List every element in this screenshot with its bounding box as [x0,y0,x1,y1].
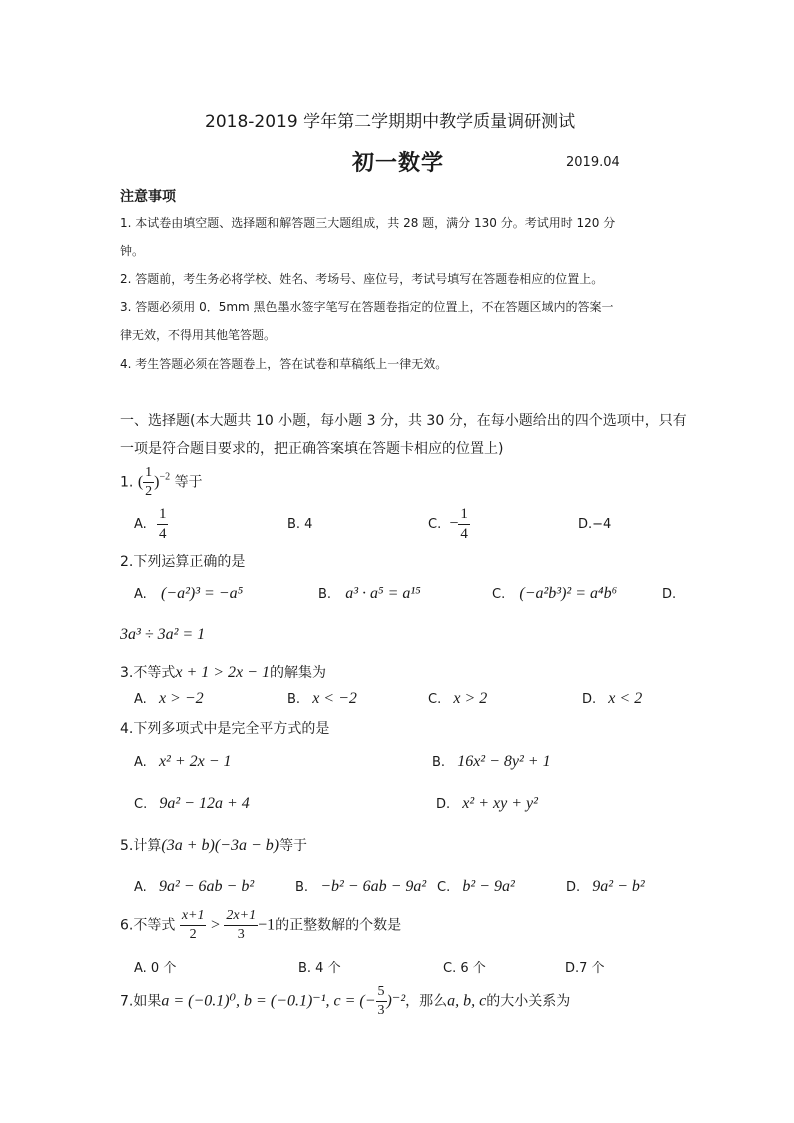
q1-c-minus: − [449,515,459,532]
q6-prefix: 6.不等式 [120,917,176,934]
q1-exponent: −2 [159,471,171,483]
q4-c-label: C. [134,797,148,812]
q5-option-b [295,878,426,896]
note-line-6: 4. 考生答题必须在答题卷上，答在试卷和草稿纸上一律无效。 [120,357,448,371]
q1-option-c [428,507,470,542]
q1-option-d: D.−4 [578,517,612,532]
q4-option-c [134,795,250,813]
q4-option-b [432,753,551,771]
q5-expression: (3a + b)(−3a − b) [161,837,280,854]
question-5-stem [120,835,307,855]
subject-title: 初一数学 [352,151,445,176]
q3-b-expr: x < −2 [312,690,357,707]
q2-a-expr: (−a²)³ = −a⁵ [160,585,244,602]
q6-fraction-1 [180,909,207,942]
q3-c-expr: x > 2 [453,690,488,707]
q3-c-label: C. [428,692,442,707]
q4-a-expr: x² + 2x − 1 [158,753,232,770]
q5-b-label: B. [295,880,309,895]
q6-f2-den: 3 [237,927,245,942]
q1-open-paren: ( [137,473,144,491]
q2-option-d-label: D. [662,587,677,602]
q2-a-label: A. [134,587,147,602]
q6-fraction-2 [224,909,258,942]
notes-heading: 注意事项 [120,189,176,205]
q1-close-paren: ) [154,473,160,491]
q7-suffix: 的大小关系为 [486,993,571,1010]
q4-c-expr: 9a² − 12a + 4 [159,795,250,812]
question-6-stem [120,909,401,942]
exam-title: 2018-2019 学年第二学期期中教学质量调研测试 [205,112,576,132]
section1-line1 [120,410,687,430]
q4-option-a [134,753,232,771]
q3-suffix: 的解集为 [269,665,326,681]
q6-greater-than: > [210,916,220,934]
q3-option-c [428,690,487,708]
q2-b-expr: a³ · a⁵ = a¹⁵ [345,585,421,602]
q5-suffix: 等于 [279,838,308,854]
q7-vars: a, b, c [447,992,487,1010]
q3-b-label: B. [287,692,301,707]
q7-prefix: 7.如果 [120,993,162,1010]
q1-c-label: C. [428,517,442,532]
note-line-2: 钟。 [120,244,145,258]
q3-inequality: x + 1 > 2x − 1 [175,664,270,681]
q3-a-label: A. [134,692,147,707]
question-7-stem [120,985,570,1018]
q2-c-expr: (−a²b³)² = a⁴b⁶ [519,585,618,602]
q5-c-expr: b² − 9a² [462,878,515,895]
question-1-stem [120,466,203,499]
q5-option-d [566,878,645,896]
q5-option-c [437,878,515,896]
q6-f1-num: x+1 [180,909,207,926]
q1-a-num: 1 [157,507,169,525]
q7-fraction [376,985,387,1018]
q6-minus-one: −1 [258,916,276,934]
q1-frac-num: 1 [143,466,154,483]
q2-option-c [492,585,617,603]
q6-f1-den: 2 [189,927,197,942]
q6-option-d: D.7 个 [565,961,605,976]
q3-prefix: 3.不等式 [120,665,176,681]
q3-option-a [134,690,204,708]
q5-prefix: 5.计算 [120,838,162,854]
q3-d-label: D. [582,692,597,707]
q1-option-a [134,507,168,542]
q2-c-label: C. [492,587,506,602]
q4-option-d [436,795,538,813]
q7-c-den: 3 [377,1003,385,1018]
q7-part-a: a = (−0.1)⁰, b = (−0.1)⁻¹, c = (− [161,992,376,1010]
q5-option-a [134,878,254,896]
question-4-stem: 4.下列多项式中是完全平方式的是 [120,721,330,737]
q3-option-b [287,690,357,708]
q3-d-expr: x < 2 [608,690,643,707]
note-line-1: 1. 本试卷由填空题、选择题和解答题三大题组成，共 28 题，满分 130 分。考试用时 120 分 [120,216,616,230]
q1-number: 1. [120,474,134,491]
q2-option-a [134,585,243,603]
q6-f2-num: 2x+1 [224,909,258,926]
q3-option-d [582,690,642,708]
q2-option-b [318,585,421,603]
q4-d-expr: x² + xy + y² [462,795,538,812]
exam-date: 2019.04 [566,155,620,170]
q7-suffix-pre: ，那么 [405,993,448,1010]
q5-d-expr: 9a² − b² [592,878,645,895]
q6-option-a: A. 0 个 [134,961,177,976]
q1-option-b: B. 4 [287,517,313,532]
q1-a-fraction [157,507,169,542]
q7-part-c-tail: )⁻² [386,992,406,1010]
note-line-5: 律无效，不得用其他笔答题。 [120,328,277,342]
q1-fraction [143,466,154,499]
q6-option-c: C. 6 个 [443,961,486,976]
q6-option-b: B. 4 个 [298,961,341,976]
q1-a-label: A. [134,517,147,532]
section1-line2: 一项是符合题目要求的，把正确答案填在答题卡相应的位置上) [120,441,504,457]
note-line-4: 3. 答题必须用 0．5mm 黑色墨水签字笔写在答题卷指定的位置上，不在答题区域内的答案一 [120,300,614,314]
q5-c-label: C. [437,880,451,895]
q7-c-num: 5 [376,985,387,1002]
q2-b-label: B. [318,587,332,602]
q5-a-label: A. [134,880,147,895]
q1-tail: 等于 [174,474,203,491]
q6-suffix: 的正整数解的个数是 [275,917,402,934]
q1-a-den: 4 [158,526,167,542]
question-3-stem [120,662,326,682]
q5-b-expr: −b² − 6ab − 9a² [320,878,427,895]
q1-c-den: 4 [460,526,468,542]
q4-b-label: B. [432,755,446,770]
section1-text: 一、选择题(本大题共 10 小题，每小题 3 分，共 30 分，在每小题给出的四个选项中，只有 [120,413,687,429]
q4-b-expr: 16x² − 8y² + 1 [457,753,551,770]
q1-frac-den: 2 [145,484,153,499]
q1-c-num: 1 [458,507,470,525]
q3-a-expr: x > −2 [158,690,204,707]
note-line-3: 2. 答题前，考生务必将学校、姓名、考场号、座位号，考试号填写在答题卷相应的位置上。 [120,272,604,286]
q4-a-label: A. [134,755,147,770]
q2-option-d-expr: 3a³ ÷ 3a² = 1 [120,626,206,643]
q4-d-label: D. [436,797,451,812]
question-2-stem: 2.下列运算正确的是 [120,554,246,570]
q1-c-fraction [458,507,470,542]
q5-d-label: D. [566,880,581,895]
q5-a-expr: 9a² − 6ab − b² [158,878,255,895]
